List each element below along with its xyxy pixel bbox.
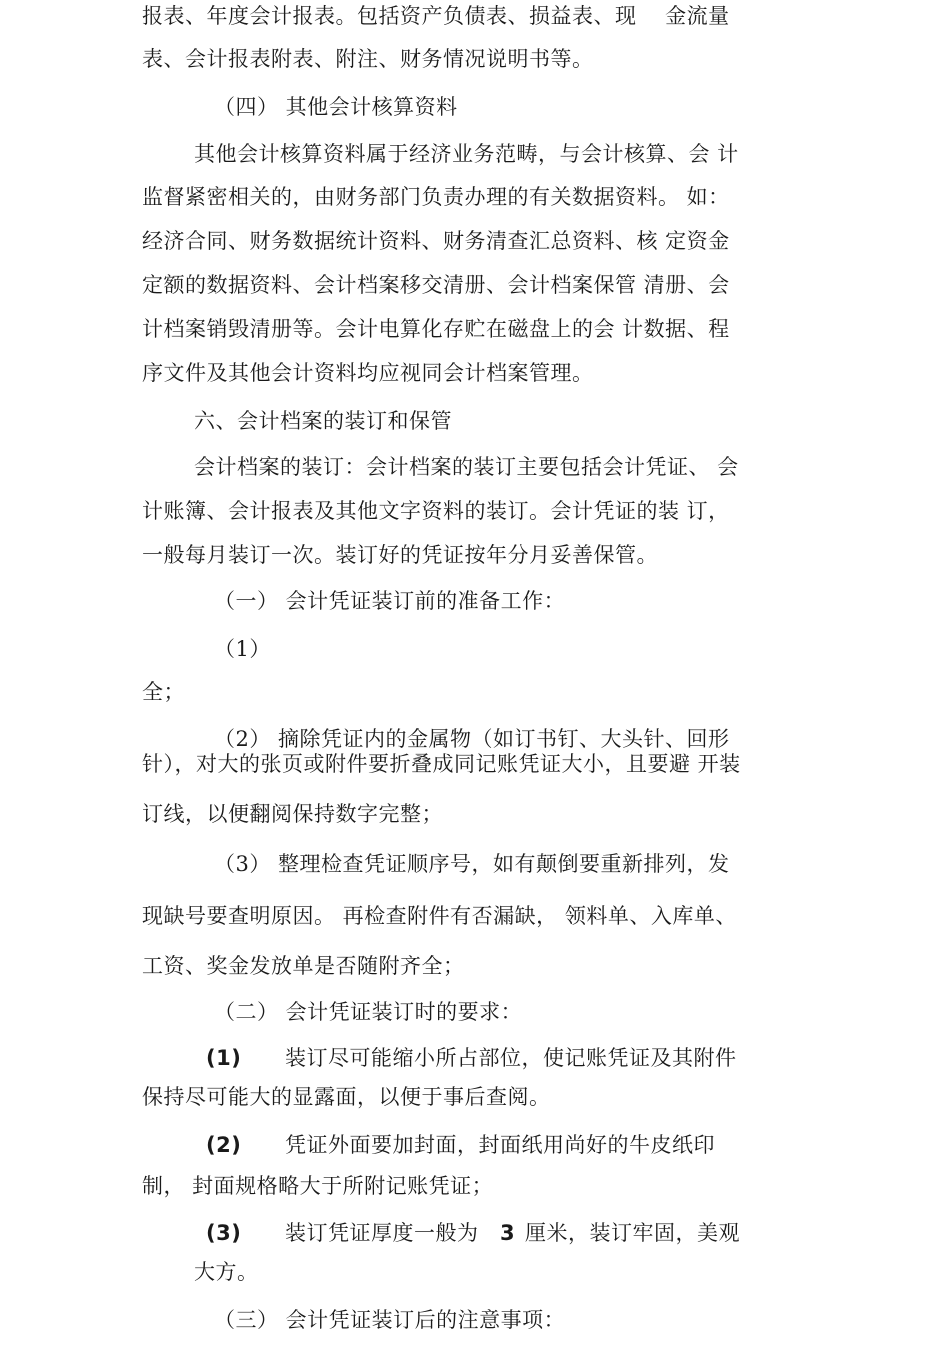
text-line: 序文件及其他会计资料均应视同会计档案管理。 xyxy=(142,361,594,385)
text-line: 一般每月装订一次。装订好的凭证按年分月妥善保管。 xyxy=(142,543,658,567)
section-heading: （一） 会计凭证装订前的准备工作： xyxy=(214,589,566,613)
text-line: 凭证外面要加封面，封面纸用尚好的牛皮纸印 xyxy=(285,1133,715,1157)
section-heading: （三） 会计凭证装订后的注意事项： xyxy=(214,1308,566,1332)
text-line: 装订凭证厚度一般为 xyxy=(285,1221,479,1245)
list-number: (3) xyxy=(206,1221,242,1245)
text-line: 大方。 xyxy=(194,1260,259,1284)
text-line: 订线，以便翻阅保持数字完整； xyxy=(142,802,443,826)
text-line: 针），对大的张页或附件要折叠成同记账凭证大小，且要避 开装 xyxy=(142,752,741,776)
list-number: (1) xyxy=(206,1046,242,1070)
bold-number: 3 xyxy=(500,1221,516,1245)
text-line: 制， 封面规格略大于所附记账凭证； xyxy=(142,1174,494,1198)
text-line: 厘米，装订牢固，美观 xyxy=(525,1221,740,1245)
text-line: 计账簿、会计报表及其他文字资料的装订。会计凭证的装 订， xyxy=(142,499,730,523)
text-line: 经济合同、财务数据统计资料、财务清查汇总资料、核 定资金 xyxy=(142,229,730,253)
section-heading: （四） 其他会计核算资料 xyxy=(214,95,458,119)
text-line: 报表、年度会计报表。包括资产负债表、损益表、现 金流量 xyxy=(142,4,730,28)
text-line: 全； xyxy=(142,680,185,704)
list-number: (2) xyxy=(206,1133,242,1157)
text-line: 保持尽可能大的显露面，以便于事后查阅。 xyxy=(142,1085,551,1109)
text-line: （3） 整理检查凭证顺序号，如有颠倒要重新排列，发 xyxy=(214,852,730,876)
section-heading: 六、会计档案的装订和保管 xyxy=(194,409,452,433)
text-line: 监督紧密相关的，由财务部门负责办理的有关数据资料。 如： xyxy=(142,185,730,209)
list-number: （1） xyxy=(214,637,271,661)
text-line: 工资、奖金发放单是否随附齐全； xyxy=(142,954,465,978)
text-line: 现缺号要查明原因。 再检查附件有否漏缺， 领料单、入库单、 xyxy=(142,904,737,928)
text-line: （2） 摘除凭证内的金属物（如订书钉、大头针、回形 xyxy=(214,727,730,751)
text-line: 定额的数据资料、会计档案移交清册、会计档案保管 清册、会 xyxy=(142,273,730,297)
text-line: 会计档案的装订：会计档案的装订主要包括会计凭证、 会 xyxy=(194,455,739,479)
text-line: 装订尽可能缩小所占部位，使记账凭证及其附件 xyxy=(285,1046,737,1070)
text-line: 表、会计报表附表、附注、财务情况说明书等。 xyxy=(142,47,594,71)
text-line: 其他会计核算资料属于经济业务范畴，与会计核算、会 计 xyxy=(194,142,739,166)
section-heading: （二） 会计凭证装订时的要求： xyxy=(214,1000,523,1024)
text-line: 计档案销毁清册等。会计电算化存贮在磁盘上的会 计数据、程 xyxy=(142,317,730,341)
